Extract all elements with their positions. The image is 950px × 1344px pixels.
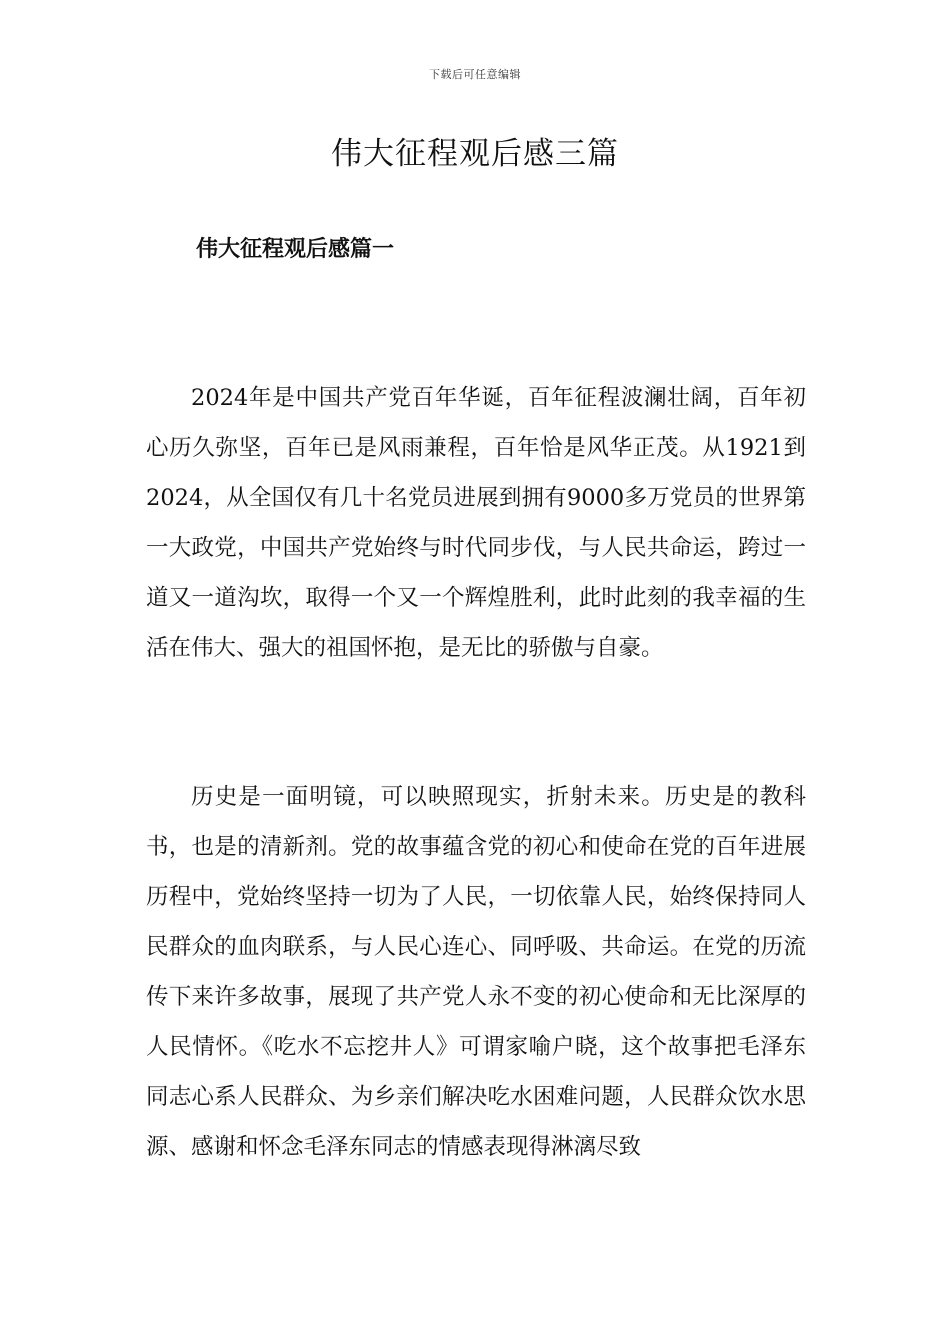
header-note: 下载后可任意编辑 [429,68,521,81]
section-title: 伟大征程观后感篇一 [196,237,395,262]
paragraph-1: 2024年是中国共产党百年华诞，百年征程波澜壮阔，百年初心历久弥坚，百年已是风雨兼程，百年恰是风华正茂。从1921到2024，从全国仅有几十名党员进展到拥有9000多万党员的世界第一大政党，中国共产党始终与时代同步伐，与人民共命运，跨过一道又一道沟坎，取得一个又一个辉煌胜利，此时此刻的我幸福的生活在伟大、强大的祖国怀抱，是无比的骄傲与自豪。 [146,385,806,661]
paragraph-2: 历史是一面明镜，可以映照现实，折射未来。历史是的教科书，也是的清新剂。党的故事蕴含党的初心和使命在党的百年进展历程中，党始终坚持一切为了人民，一切依靠人民，始终保持同人民群众的血肉联系，与人民心连心、同呼吸、共命运。在党的历流传下来许多故事，展现了共产党人永不变的初心使命和无比深厚的人民情怀。《吃水不忘挖井人》可谓家喻户晓，这个故事把毛泽东同志心系人民群众、为乡亲们解决吃水困难问题，人民群众饮水思源、感谢和怀念毛泽东同志的情感表现得淋漓尽致 [146,784,806,1160]
document-title: 伟大征程观后感三篇 [331,136,619,172]
